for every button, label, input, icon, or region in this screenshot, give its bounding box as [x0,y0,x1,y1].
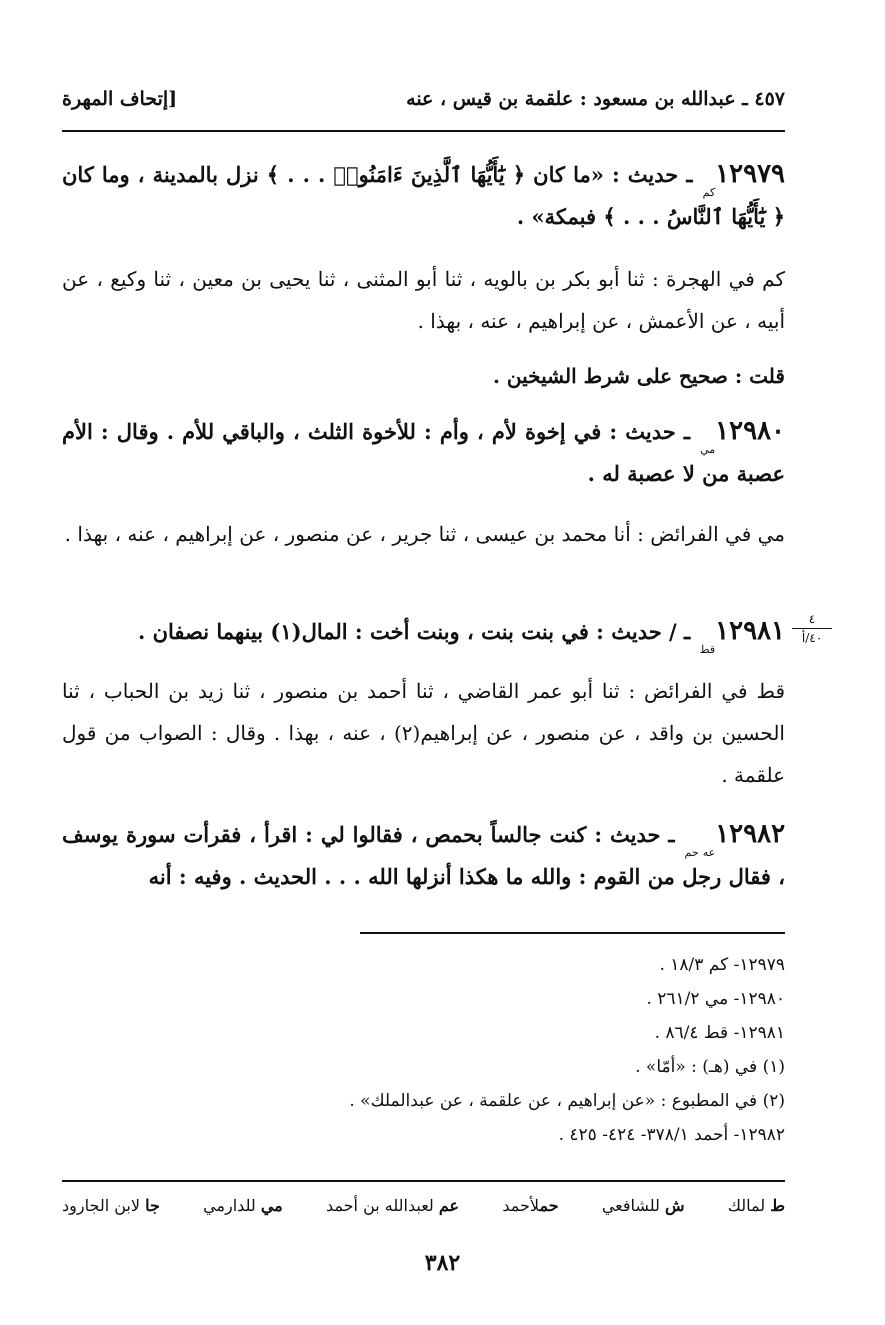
abbreviation-item: ش للشافعي [601,1196,685,1215]
footnote-divider [360,932,785,934]
manuscript-folio-note [792,612,832,645]
source-symbol: قط [699,643,716,656]
header-book-name: [إتحاف المهرة [62,88,178,110]
hadith-entry-12980 [62,412,785,493]
footnote: ١٢٩٨٢- أحمد ٣٧٨/١- ٤٢٤- ٤٢٥ . [558,1125,785,1145]
abbreviations-divider [62,1180,785,1182]
hadith-number: ١٢٩٨١ [715,616,785,646]
source-symbol: كم [702,186,716,199]
hadith-source: مي في الفرائض : أنا محمد بن عيسى ، ثنا جرير ، عن منصور ، عن إبراهيم ، عنه ، بهذا . [64,522,785,546]
hadith-entry-12982 [62,815,785,896]
header-title: ٤٥٧ ـ عبدالله بن مسعود : علقمة بن قيس ، عنه [406,88,785,110]
hadith-text: ـ حديث : «ما كان ﴿ يَٰٓأَيُّهَا ٱلَّذِينَ ءَامَنُوا۟ . . . ﴾ نزل بالمدينة ، وما كان ﴿ يَٰٓأَيُّهَا ٱلنَّاسُ . . . ﴾ فبمكة» . [62,162,785,229]
hadith-source: كم في الهجرة : ثنا أبو بكر بن بالويه ، ثنا أبو المثنى ، ثنا يحيى بن معين ، ثنا وكيع ، عن أبيه ، عن الأعمش ، عن إبراهيم ، عنه ، بهذا . [62,267,785,333]
hadith-entry-12979 [62,155,785,236]
hadith-text: ـ / حديث : في بنت بنت ، وبنت أخت : المال(١) بينهما نصفان . [137,619,691,644]
hadith-number: ١٢٩٨٠ [715,416,785,446]
header-divider [62,130,785,132]
hadith-text: ـ حديث : كنت جالساً بحمص ، فقالوا لي : اقرأ ، فقرأت سورة يوسف ، فقال رجل من القوم : والله ما هكذا أنزلها الله . . . الحديث . وفيه : أنه [62,822,785,889]
hadith-number: ١٢٩٨٢ [715,819,786,849]
hadith-text: ـ حديث : في إخوة لأم ، وأم : للأخوة الثلث ، والباقي للأم . وقال : الأم عصبة من لا عصبة له . [62,419,785,486]
page-number: ٣٨٢ [424,1250,461,1276]
hadith-entry-12981 [62,612,785,655]
abbreviation-item: ط لمالك [727,1196,785,1215]
editor-comment: قلت : صحيح على شرط الشيخين . [493,364,785,388]
footnote: ١٢٩٧٩- كم ١٨/٣ . [659,955,785,975]
footnotes [140,948,785,1152]
hadith-number: ١٢٩٧٩ [715,159,786,189]
footnote: (٢) في المطبوع : «عن إبراهيم ، عن علقمة ، عن عبدالملك» . [349,1091,785,1111]
source-symbol: مي [700,443,716,456]
folio-volume: ٤ [792,612,832,629]
abbreviation-item: حملأحمد [502,1196,559,1215]
abbreviation-item: عم لعبدالله بن أحمد [326,1196,460,1215]
abbreviation-item: جا لابن الجارود [62,1196,160,1215]
source-symbol: عه حم [684,846,716,859]
abbreviation-item: مي للدارمي [203,1196,283,1215]
footnote: ١٢٩٨٠- مي ٢٦١/٢ . [646,989,785,1009]
running-header [62,88,785,122]
hadith-source: قط في الفرائض : ثنا أبو عمر القاضي ، ثنا أحمد بن منصور ، ثنا زيد بن الحباب ، ثنا الحسين بن واقد ، عن منصور ، عن إبراهيم(٢) ، عنه ، بهذا . وقال : الصواب من قول علقمة . [62,679,785,787]
footnote: ١٢٩٨١- قط ٨٦/٤ . [654,1023,785,1043]
abbreviations-key [62,1196,785,1215]
folio-page: ٤٠/أ [801,631,823,645]
footnote: (١) في (هـ) : «أمّا» . [635,1057,785,1077]
